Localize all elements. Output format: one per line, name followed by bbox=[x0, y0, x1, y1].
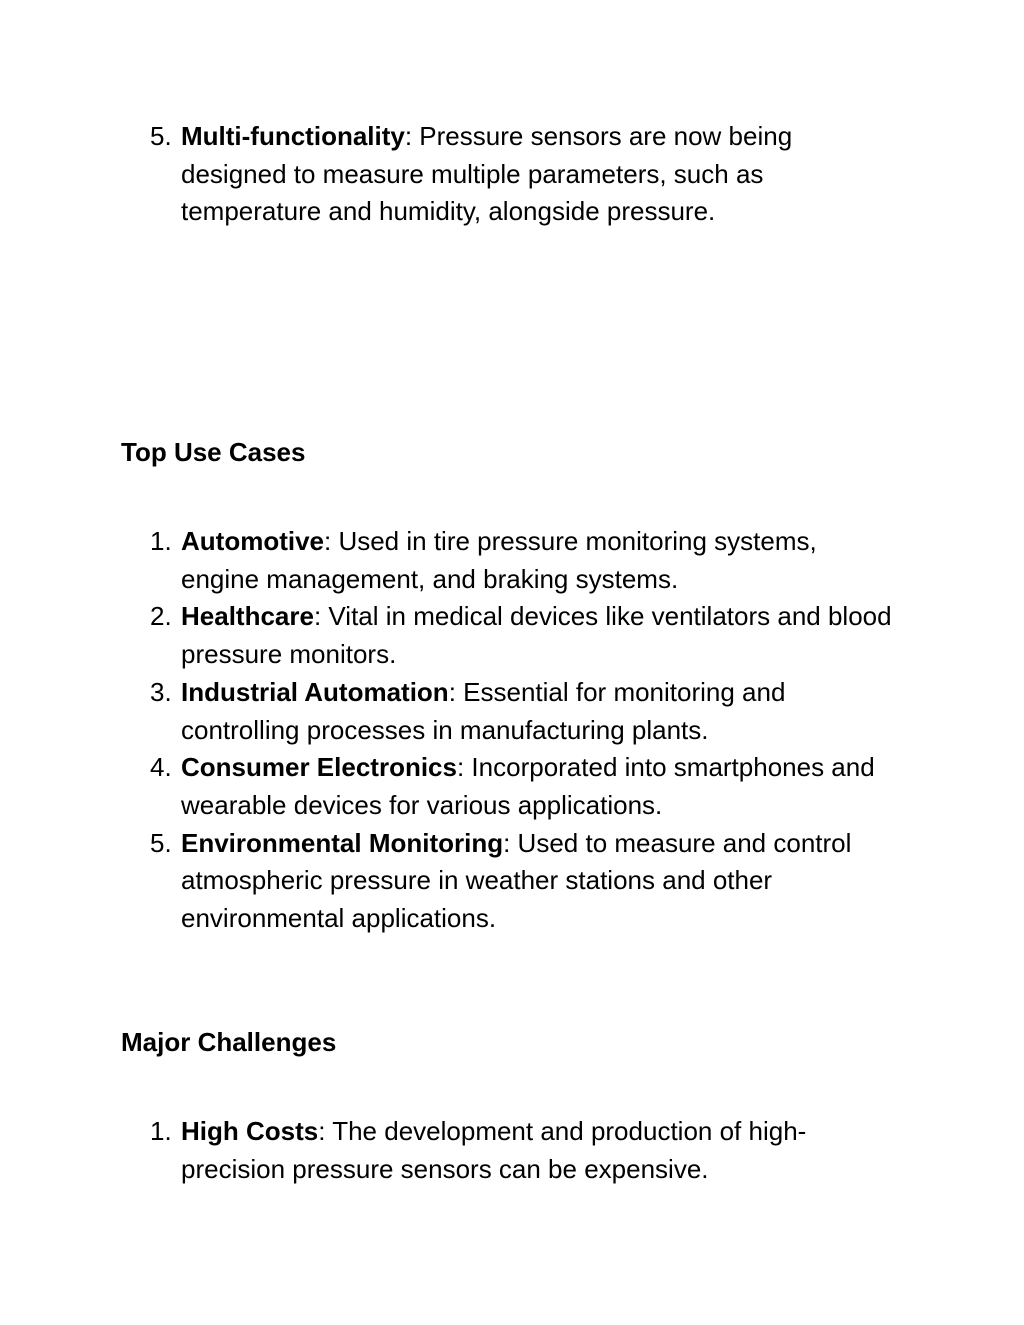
list-item-number: 1. bbox=[150, 1116, 172, 1146]
list-item-term: High Costs bbox=[181, 1116, 319, 1146]
list-item-text: : Pressure sensors are now being designed to measure multiple parameters, such as temperature and humidity, alongside pressure. bbox=[181, 121, 793, 227]
list-item-term: Automotive bbox=[181, 526, 324, 556]
list-item bbox=[0, 598, 901, 673]
list-item bbox=[0, 749, 901, 824]
list-item-text: : Used to measure and control atmospheric pressure in weather stations and other environmental applications. bbox=[181, 827, 852, 934]
section-heading-use-cases: Top Use Cases bbox=[121, 437, 306, 467]
list-item-text: : Used in tire pressure monitoring systems, engine management, and braking systems. bbox=[181, 526, 817, 594]
list-item-number: 3. bbox=[150, 676, 172, 707]
trends-list bbox=[0, 118, 1024, 231]
list-item-term: Multi-functionality bbox=[181, 121, 405, 151]
list-item-number: 4. bbox=[150, 752, 172, 783]
list-item-term: Environmental Monitoring bbox=[181, 827, 504, 858]
list-item bbox=[0, 674, 901, 749]
list-item bbox=[0, 825, 901, 938]
list-item-text: : Incorporated into smartphones and wearable devices for various applications. bbox=[181, 752, 875, 820]
list-item-text: : The development and production of high-precision pressure sensors can be expensive. bbox=[181, 1116, 807, 1184]
list-item bbox=[0, 523, 901, 598]
list-item-term: Consumer Electronics bbox=[181, 752, 457, 783]
challenges-list bbox=[0, 1113, 1024, 1188]
list-item-number: 2. bbox=[150, 601, 172, 632]
list-item-term: Healthcare bbox=[181, 601, 314, 632]
list-item-number: 1. bbox=[150, 526, 172, 556]
use-cases-list bbox=[0, 523, 1024, 938]
section-heading-challenges: Major Challenges bbox=[121, 1027, 337, 1057]
list-item-text: : Vital in medical devices like ventilators and blood pressure monitors. bbox=[181, 601, 892, 670]
list-item-number: 5. bbox=[150, 827, 172, 858]
list-item-number: 5. bbox=[150, 121, 172, 151]
list-item-term: Industrial Automation bbox=[181, 676, 449, 707]
list-item-text: : Essential for monitoring and controlling processes in manufacturing plants. bbox=[181, 676, 786, 745]
list-item bbox=[0, 118, 901, 231]
list-item bbox=[0, 1113, 901, 1188]
